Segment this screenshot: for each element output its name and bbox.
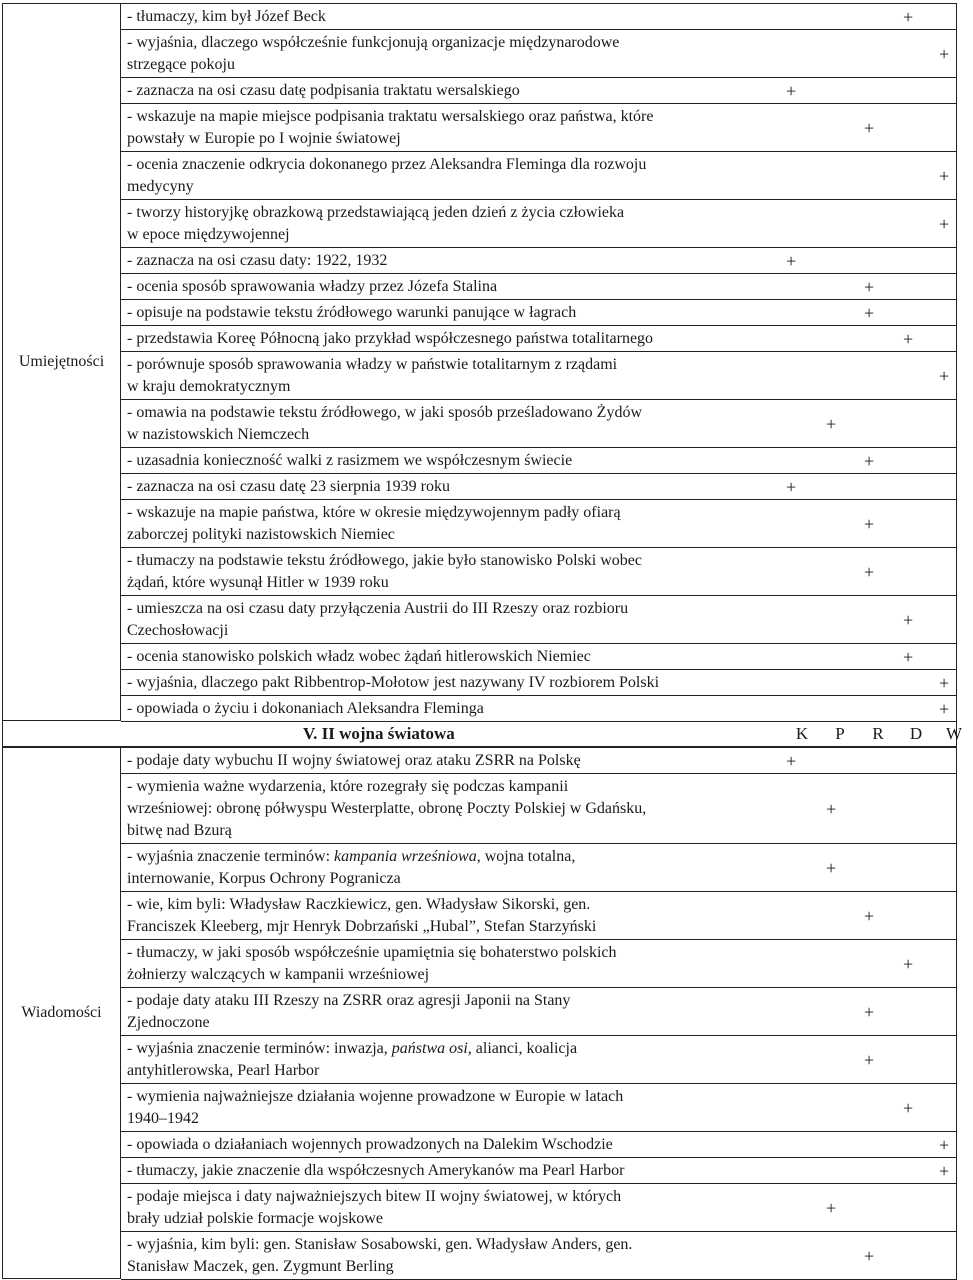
criterion-line: - wymienia najważniejsze działania wojenne prowadzone w Europie w latach [127, 1088, 624, 1105]
criteria-rows [121, 3, 957, 721]
criterion-row [121, 939, 957, 988]
criterion-line: 1940–1942 [127, 1110, 199, 1127]
criterion-line: - wyjaśnia, kim byli: gen. Stanisław Sosabowski, gen. Władysław Anders, gen. [127, 1236, 633, 1253]
criterion-text [127, 698, 484, 720]
criterion-row [121, 1035, 957, 1084]
grade-mark: + [939, 44, 950, 64]
criterion-text [127, 80, 520, 102]
grade-mark: + [786, 477, 797, 497]
section-header-row [2, 721, 963, 747]
criterion-row [121, 325, 957, 352]
criterion-line: - wyjaśnia znaczenie terminów: inwazja, państwa osi, alianci, koalicja [127, 1040, 578, 1057]
grade-mark: + [903, 7, 914, 27]
criterion-line: medycyny [127, 178, 194, 195]
criterion-line: - wyjaśnia znaczenie terminów: kampania wrześniowa, wojna totalna, [127, 848, 576, 865]
criterion-line: - tworzy historyjkę obrazkową przedstawiającą jeden dzień z życia człowieka [127, 204, 625, 221]
criterion-text [127, 1186, 621, 1230]
criterion-line: - podaje miejsca i daty najważniejszych bitew II wojny światowej, w których [127, 1188, 622, 1205]
criterion-row [121, 399, 957, 448]
criterion-row [121, 499, 957, 548]
criterion-line: bitwę nad Bzurą [127, 822, 232, 839]
criterion-line: - tłumaczy, kim był Józef Beck [127, 8, 326, 25]
criterion-text [127, 6, 326, 28]
grade-mark: + [826, 1198, 837, 1218]
grade-mark: + [903, 329, 914, 349]
criterion-line: zaborczej polityki nazistowskich Niemiec [127, 526, 395, 543]
criterion-line: - porównuje sposób sprawowania władzy w państwie totalitarnym z rządami [127, 356, 618, 373]
criterion-line: - opowiada o życiu i dokonaniach Aleksandra Fleminga [127, 700, 484, 717]
criterion-row [121, 987, 957, 1036]
grade-mark: + [826, 858, 837, 878]
criterion-text [127, 942, 617, 986]
criterion-text [127, 106, 653, 150]
grade-levels-header [783, 724, 973, 744]
criterion-row [121, 77, 957, 104]
criterion-line: - podaje daty wybuchu II wojny światowej oraz ataku ZSRR na Polskę [127, 752, 581, 769]
criterion-text [127, 1234, 632, 1278]
criterion-text [127, 894, 596, 938]
criterion-line: internowanie, Korpus Ochrony Pogranicza [127, 870, 401, 887]
grade-mark: + [864, 562, 875, 582]
grade-mark: + [786, 251, 797, 271]
criterion-row [121, 669, 957, 696]
grade-mark: + [903, 610, 914, 630]
grade-mark: + [939, 699, 950, 719]
criterion-text [127, 1038, 577, 1082]
grade-mark: + [939, 366, 950, 386]
criterion-row [121, 1083, 957, 1132]
criterion-line: - ocenia stanowisko polskich władz wobec żądań hitlerowskich Niemiec [127, 648, 591, 665]
grade-mark: + [786, 81, 797, 101]
grade-mark: + [939, 1161, 950, 1181]
criterion-line: - zaznacza na osi czasu datę 23 sierpnia 1939 roku [127, 478, 450, 495]
grade-level-p: P [835, 724, 845, 743]
criterion-row [121, 29, 957, 78]
criterion-line: - wymienia ważne wydarzenia, które rozegrały się podczas kampanii [127, 778, 569, 795]
criterion-line: żołnierzy walczących w kampanii wrześniowej [127, 966, 430, 983]
grade-level-d: D [909, 724, 923, 743]
grade-mark: + [903, 954, 914, 974]
grade-mark: + [903, 647, 914, 667]
grade-mark: + [939, 214, 950, 234]
criterion-text [127, 476, 450, 498]
criterion-text [127, 1086, 623, 1130]
grade-mark: + [826, 414, 837, 434]
criterion-line: - tłumaczy, w jaki sposób współcześnie upamiętnia się bohaterstwo polskich [127, 944, 617, 961]
criterion-row [121, 1131, 957, 1158]
criterion-text [127, 450, 572, 472]
criterion-line: - tłumaczy na podstawie tekstu źródłowego, jakie było stanowisko Polski wobec [127, 552, 643, 569]
criterion-text [127, 154, 646, 198]
grade-mark: + [939, 673, 950, 693]
criterion-row [121, 1231, 957, 1280]
criterion-line: - ocenia znaczenie odkrycia dokonanego przez Aleksandra Fleminga dla rozwoju [127, 156, 647, 173]
grade-mark: + [864, 277, 875, 297]
grade-mark: + [864, 1002, 875, 1022]
criterion-row [121, 473, 957, 500]
criterion-text [127, 32, 619, 76]
criterion-text [127, 1134, 613, 1156]
criterion-text [127, 502, 621, 546]
criterion-row [121, 247, 957, 274]
grade-mark: + [864, 118, 875, 138]
criterion-row [121, 773, 957, 844]
skills-table [2, 3, 957, 721]
criterion-line: - opisuje na podstawie tekstu źródłowego warunki panujące w łagrach [127, 304, 577, 321]
grade-mark: + [864, 1246, 875, 1266]
category-label: Umiejętności [2, 3, 121, 721]
criterion-text [127, 250, 387, 272]
criterion-line: brały udział polskie formacje wojskowe [127, 1210, 383, 1227]
criterion-line: w nazistowskich Niemczech [127, 426, 310, 443]
criterion-row [121, 891, 957, 940]
criterion-line: Zjednoczone [127, 1014, 210, 1031]
grade-mark: + [903, 1098, 914, 1118]
criterion-text [127, 776, 646, 842]
criterion-row [121, 3, 957, 30]
criterion-row [121, 351, 957, 400]
criterion-row [121, 695, 957, 722]
section-title: V. II wojna światowa [303, 724, 455, 743]
criterion-text [127, 598, 628, 642]
grade-level-k: K [795, 724, 809, 743]
criterion-text [127, 672, 659, 694]
criterion-line: żądań, które wysunął Hitler w 1939 roku [127, 574, 389, 591]
grade-mark: + [826, 799, 837, 819]
criterion-text [127, 276, 497, 298]
criterion-row [121, 151, 957, 200]
criterion-line: - zaznacza na osi czasu daty: 1922, 1932 [127, 252, 388, 269]
criterion-line: - wyjaśnia, dlaczego współcześnie funkcjonują organizacje międzynarodowe [127, 34, 620, 51]
criterion-text [127, 328, 653, 350]
criteria-rows [121, 747, 957, 1279]
criterion-line: Czechosłowacji [127, 622, 229, 639]
criterion-text [127, 302, 576, 324]
criterion-line: - ocenia sposób sprawowania władzy przez Józefa Stalina [127, 278, 498, 295]
grade-mark: + [864, 451, 875, 471]
criterion-row [121, 595, 957, 644]
criterion-line: wrześniowej: obronę półwyspu Westerplatte, obronę Poczty Polskiej w Gdańsku, [127, 800, 647, 817]
criterion-row [121, 447, 957, 474]
criterion-line: - omawia na podstawie tekstu źródłowego, w jaki sposób prześladowano Żydów [127, 404, 642, 421]
criterion-line: - zaznacza na osi czasu datę podpisania traktatu wersalskiego [127, 82, 520, 99]
criterion-row [121, 643, 957, 670]
criterion-line: Franciszek Kleeberg, mjr Henryk Dobrzański „Hubal”, Stefan Starzyński [127, 918, 597, 935]
criterion-text [127, 402, 642, 446]
criterion-row [121, 199, 957, 248]
criterion-text [127, 846, 575, 890]
criterion-text [127, 750, 581, 772]
criterion-line: powstały w Europie po I wojnie światowej [127, 130, 401, 147]
criterion-row [121, 843, 957, 892]
category-label: Wiadomości [2, 747, 121, 1279]
criterion-line: Stanisław Maczek, gen. Zygmunt Berling [127, 1258, 394, 1275]
criterion-text [127, 1160, 624, 1182]
criterion-line: - wyjaśnia, dlaczego pakt Ribbentrop-Mołotow jest nazywany IV rozbiorem Polski [127, 674, 660, 691]
criterion-line: w epoce międzywojennej [127, 226, 290, 243]
grade-mark: + [786, 751, 797, 771]
criterion-text [127, 990, 570, 1034]
criterion-row [121, 103, 957, 152]
criterion-line: - wskazuje na mapie miejsce podpisania traktatu wersalskiego oraz państwa, które [127, 108, 654, 125]
criterion-line: - przedstawia Koreę Północną jako przykład współczesnego państwa totalitarnego [127, 330, 654, 347]
grade-level-w: W [945, 724, 963, 743]
criterion-line: antyhitlerowska, Pearl Harbor [127, 1062, 320, 1079]
criterion-line: w kraju demokratycznym [127, 378, 291, 395]
criterion-line: - tłumaczy, jakie znaczenie dla współczesnych Amerykanów ma Pearl Harbor [127, 1162, 625, 1179]
grade-level-r: R [872, 724, 884, 743]
criterion-text [127, 550, 642, 594]
criterion-line: - umieszcza na osi czasu daty przyłączenia Austrii do III Rzeszy oraz rozbioru [127, 600, 629, 617]
grade-mark: + [864, 514, 875, 534]
criterion-row [121, 1183, 957, 1232]
grade-mark: + [864, 1050, 875, 1070]
criterion-line: - opowiada o działaniach wojennych prowadzonych na Dalekim Wschodzie [127, 1136, 613, 1153]
criterion-row [121, 747, 957, 774]
criterion-line: - wie, kim byli: Władysław Raczkiewicz, gen. Władysław Sikorski, gen. [127, 896, 591, 913]
criterion-line: - uzasadnia konieczność walki z rasizmem we współczesnym świecie [127, 452, 573, 469]
criterion-line: - podaje daty ataku III Rzeszy na ZSRR oraz agresji Japonii na Stany [127, 992, 571, 1009]
grade-mark: + [939, 1135, 950, 1155]
criterion-row [121, 547, 957, 596]
criterion-line: - wskazuje na mapie państwa, które w okresie międzywojennym padły ofiarą [127, 504, 621, 521]
criterion-row [121, 273, 957, 300]
grade-mark: + [864, 303, 875, 323]
criterion-text [127, 202, 624, 246]
grade-mark: + [864, 906, 875, 926]
criterion-row [121, 299, 957, 326]
criterion-line: strzegące pokoju [127, 56, 235, 73]
criterion-text [127, 354, 617, 398]
criterion-row [121, 1157, 957, 1184]
criterion-text [127, 646, 591, 668]
knowledge-table [2, 747, 957, 1279]
grade-mark: + [939, 166, 950, 186]
